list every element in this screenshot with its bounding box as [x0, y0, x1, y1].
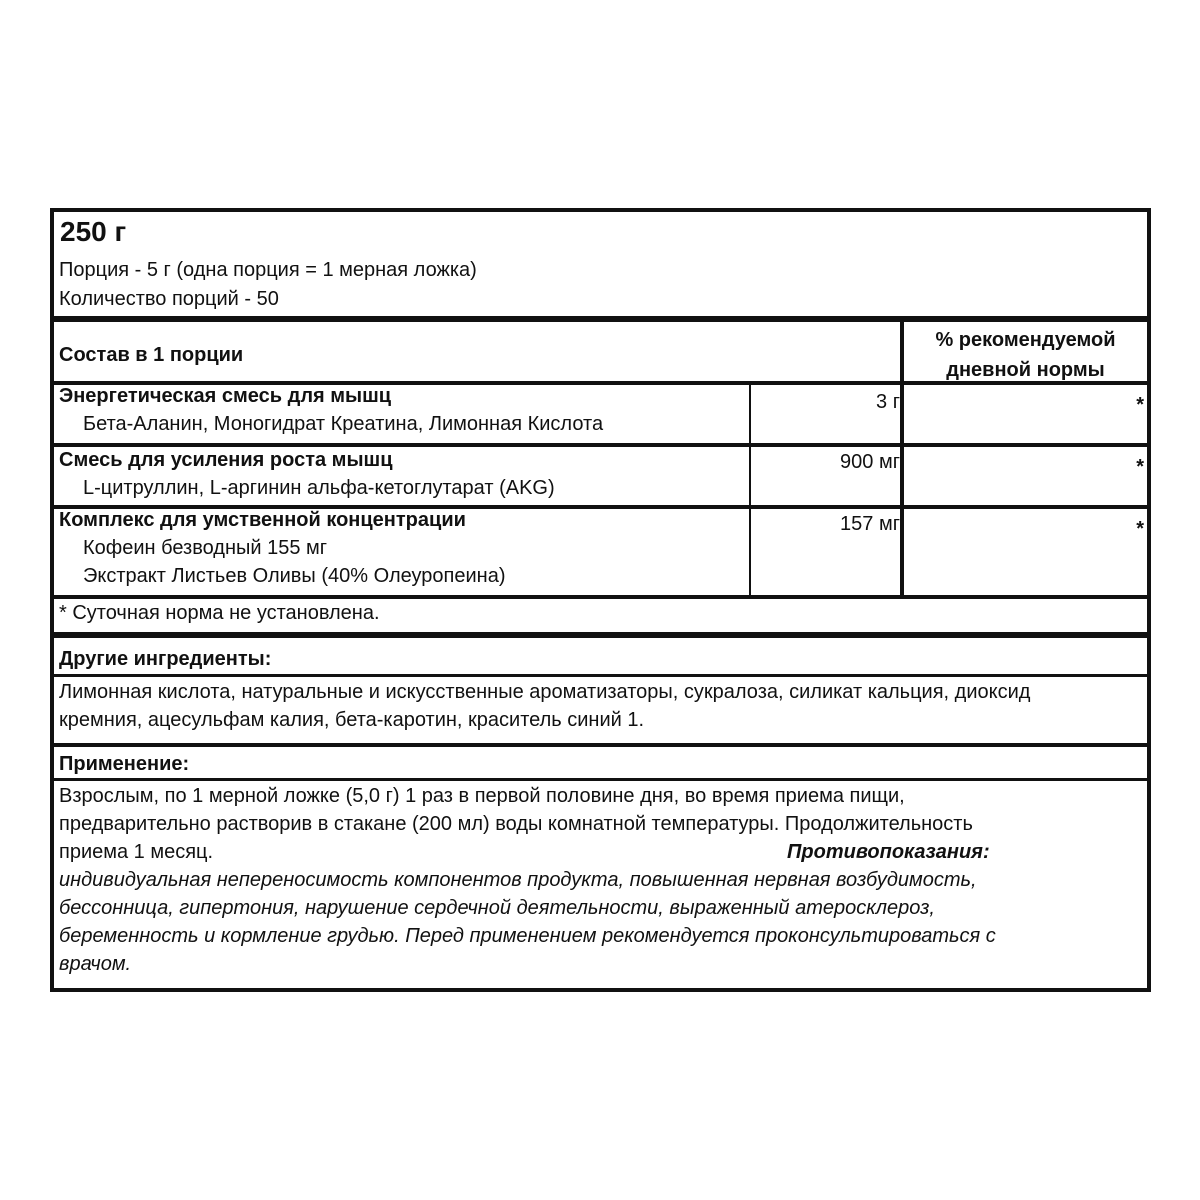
row-energy-ingredients: Бета-Аланин, Моногидрат Креатина, Лимонная Кислота	[83, 413, 604, 435]
row-focus-ingredient-1: Кофеин безводный 155 мг	[83, 537, 328, 559]
usage-heading: Применение:	[59, 753, 190, 775]
contraindications-heading: Противопоказания:	[787, 841, 990, 863]
column-dv-line2: дневной нормы	[946, 359, 1105, 381]
contraindications-line-2: бессонница, гипертония, нарушение сердечной деятельности, выраженный атеросклероз,	[59, 897, 935, 919]
row-growth-amount: 900 мг	[840, 451, 900, 473]
row-growth-dv: *	[1136, 456, 1144, 478]
other-ingredients-line-2: кремния, ацесульфам калия, бета-каротин, краситель синий 1.	[59, 709, 645, 731]
column-composition: Состав в 1 порции	[59, 344, 244, 366]
contraindications-line-4: врачом.	[59, 953, 132, 975]
divider-usage-heading	[54, 778, 1147, 781]
servings-count: Количество порций - 50	[59, 288, 279, 310]
other-ingredients-line-1: Лимонная кислота, натуральные и искусственные ароматизаторы, сукралоза, силикат кальция, диоксид	[59, 681, 1031, 703]
net-weight: 250 г	[60, 216, 127, 247]
serving-size: Порция - 5 г (одна порция = 1 мерная ложка)	[59, 259, 477, 281]
usage-line-3: приема 1 месяц.	[59, 841, 214, 863]
row-growth-ingredients: L-цитруллин, L-аргинин альфа-кетоглутарат (AKG)	[83, 477, 555, 499]
usage-line-2: предварительно растворив в стакане (200 мл) воды комнатной температуры. Продолжительность	[59, 813, 973, 835]
contraindications-line-1: индивидуальная непереносимость компонентов продукта, повышенная нервная возбудимость,	[59, 869, 977, 891]
contraindications-line-3: беременность и кормление грудью. Перед применением рекомендуется проконсультироваться с	[59, 925, 996, 947]
row-growth-title: Смесь для усиления роста мышц	[59, 449, 393, 471]
divider-row1	[54, 443, 1147, 447]
divider-other-ingredients	[54, 743, 1147, 747]
row-focus-dv: *	[1136, 518, 1144, 540]
row-energy-title: Энергетическая смесь для мышц	[59, 385, 392, 407]
other-ingredients-heading: Другие ингредиенты:	[59, 648, 272, 670]
supplement-facts-label	[50, 208, 1151, 992]
row-energy-dv: *	[1136, 394, 1144, 416]
column-dv-line1: % рекомендуемой	[935, 329, 1116, 351]
row-energy-amount: 3 г	[876, 391, 900, 413]
divider-amount-column	[749, 385, 751, 595]
divider-other-heading	[54, 674, 1147, 677]
divider-footnote	[54, 632, 1147, 638]
footnote: * Суточная норма не установлена.	[59, 602, 380, 624]
row-focus-amount: 157 мг	[840, 513, 900, 535]
row-focus-title: Комплекс для умственной концентрации	[59, 509, 466, 531]
divider-header	[54, 316, 1147, 322]
divider-row3	[54, 595, 1147, 599]
row-focus-ingredient-2: Экстракт Листьев Оливы (40% Олеуропеина)	[83, 565, 506, 587]
usage-line-1: Взрослым, по 1 мерной ложке (5,0 г) 1 раз в первой половине дня, во время приема пищи,	[59, 785, 905, 807]
